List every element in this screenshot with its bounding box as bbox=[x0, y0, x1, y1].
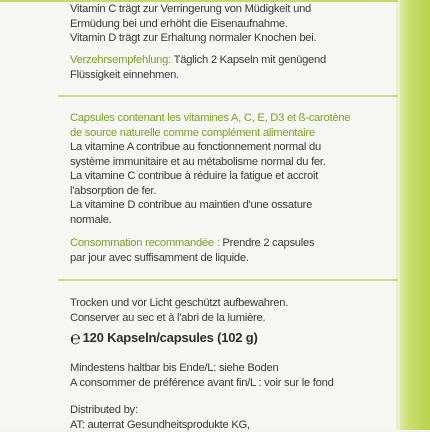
quantity-text: 120 Kapseln/capsules (102 g) bbox=[83, 330, 258, 345]
german-claim-line: Vitamin D trägt zur Erhaltung normaler Knochen bei. bbox=[70, 31, 316, 46]
french-heading-line: de source naturelle comme complément alimentaire bbox=[70, 126, 350, 141]
french-description bbox=[70, 111, 350, 227]
best-before-info bbox=[70, 361, 334, 390]
french-dosage-line: par jour avec suffisamment de liquide. bbox=[70, 251, 314, 266]
best-before-fr: A consommer de préférence avant fin/L : voir sur le fond bbox=[70, 376, 334, 391]
french-dosage-text: Prendre 2 capsules bbox=[220, 237, 315, 249]
best-before-de: Mindestens haltbar bis Ende/L: siehe Boden bbox=[70, 361, 334, 376]
french-heading-line: Capsules contenant les vitamines A, C, E, D3 et ß-carotène bbox=[70, 111, 350, 126]
french-claim-line: La vitamine A contribue au fonctionnement normal du bbox=[70, 140, 350, 155]
french-claim-line: La vitamine D contribue au maintien d'une ossature bbox=[70, 198, 350, 213]
german-claim-line: Ermüdung bei und erhöht die Eisenaufnahme. bbox=[70, 17, 316, 32]
german-dosage-text: Täglich 2 Kapseln mit genügend bbox=[171, 54, 326, 66]
distributor-label: Distributed by: bbox=[70, 403, 250, 418]
distributor-line: AT: auterrat Gesundheitsprodukte KG, bbox=[70, 418, 250, 432]
german-dosage-label: Verzehrsempfehlung: bbox=[70, 54, 171, 66]
german-dosage bbox=[70, 53, 326, 82]
french-claim-line: normale. bbox=[70, 213, 350, 228]
net-quantity bbox=[70, 331, 258, 347]
estimated-sign-icon: ℮ bbox=[70, 328, 81, 348]
storage-info bbox=[70, 296, 288, 325]
german-dosage-line: Flüssigkeit einnehmen. bbox=[70, 68, 326, 83]
section-divider bbox=[58, 95, 398, 97]
storage-line-fr: Conserver au sec et à l'abri de la lumière. bbox=[70, 311, 288, 326]
french-claim-line: La vitamine C contribue à réduire la fatigue et accroit bbox=[70, 169, 350, 184]
storage-line-de: Trocken und vor Licht geschützt aufbewahren. bbox=[70, 296, 288, 311]
distributor-info bbox=[70, 403, 250, 432]
section-divider bbox=[58, 279, 398, 281]
french-dosage bbox=[70, 236, 314, 265]
german-claim-line: Vitamin C trägt zur Verringerung von Müdigkeit und bbox=[70, 2, 316, 17]
french-dosage-label: Consommation recommandée : bbox=[70, 237, 220, 249]
french-claim-line: l'absorption de fer. bbox=[70, 184, 350, 199]
green-side-band bbox=[400, 0, 430, 430]
german-claims bbox=[70, 2, 316, 46]
french-claim-line: système immunitaire et au métabolisme normal du fer. bbox=[70, 155, 350, 170]
